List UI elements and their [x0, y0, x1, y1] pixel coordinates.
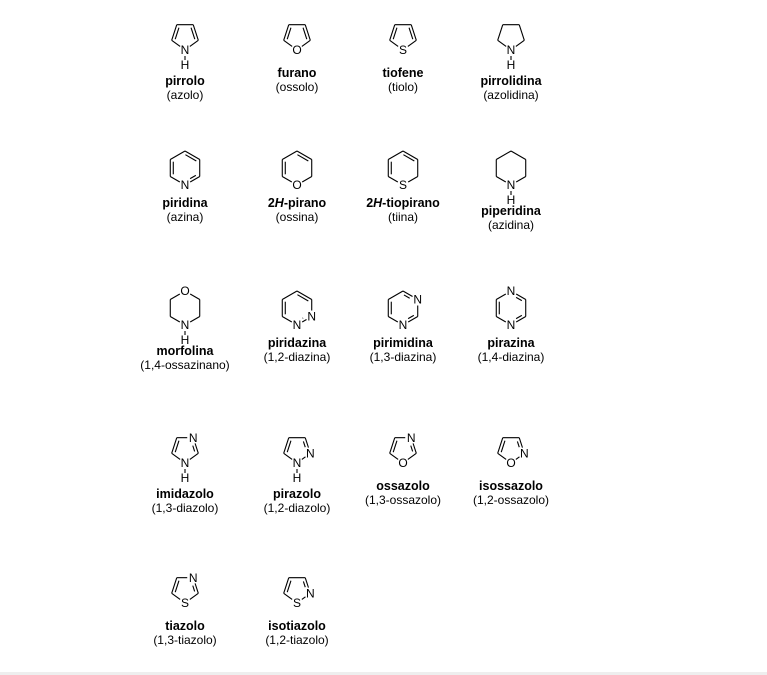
compound-name: piridazina	[267, 336, 327, 350]
compound-alt-name: (1,2-diazina)	[263, 350, 331, 364]
compound-alt-name: (1,3-diazolo)	[151, 501, 219, 515]
compound-name: piridina	[162, 196, 208, 210]
atom-label: S	[180, 596, 190, 611]
structure-6-ring	[155, 282, 215, 347]
compound-name: isotiazolo	[268, 619, 326, 633]
atom-label: N	[506, 318, 516, 333]
atom-label: N	[506, 284, 516, 299]
atom-label: N	[413, 292, 423, 307]
atom-label: S	[398, 178, 408, 193]
hydrogen-label: H	[180, 471, 190, 485]
atom-label: N	[398, 318, 408, 333]
atom-label: O	[180, 284, 190, 299]
atom-label: N	[519, 446, 529, 461]
compound-alt-name: (ossina)	[275, 210, 319, 224]
atom-label: N	[506, 43, 516, 58]
structure-5-ring	[267, 12, 327, 62]
structure-6-ring	[267, 142, 327, 192]
name-rest: -pirano	[283, 196, 327, 210]
compound-name: pirrolidina	[480, 74, 542, 88]
atom-label: N	[188, 430, 198, 445]
structure-6-ring	[267, 282, 327, 332]
compound-isotiazolo	[227, 565, 367, 647]
structure-5-ring	[373, 12, 433, 62]
atom-label: N	[292, 456, 302, 471]
compound-alt-name: (azolidina)	[483, 88, 539, 102]
name-italic: H	[274, 196, 284, 210]
atom-label: S	[292, 596, 302, 611]
compound-name: furano	[277, 66, 317, 80]
structure-5-ring	[373, 425, 433, 475]
atom-label: O	[506, 456, 516, 471]
atom-label: N	[305, 446, 315, 461]
structure-5-ring	[155, 12, 215, 70]
name-rest: -tiopirano	[382, 196, 440, 210]
hydrogen-label: H	[506, 193, 516, 207]
compound-pirazina	[441, 282, 581, 364]
hydrogen-label: H	[180, 58, 190, 72]
atom-label: N	[180, 178, 190, 193]
structure-6-ring	[373, 142, 433, 192]
hydrogen-label: H	[180, 333, 190, 347]
compound-alt-name: (1,2-ossazolo)	[472, 493, 550, 507]
atom-label: N	[307, 309, 317, 324]
atom-label: N	[180, 43, 190, 58]
compound-alt-name: (ossolo)	[275, 80, 319, 94]
name-italic: H	[373, 196, 383, 210]
structure-5-ring	[267, 565, 327, 615]
compound-name: morfolina	[156, 344, 214, 358]
atom-label: O	[398, 456, 408, 471]
atom-label: N	[305, 586, 315, 601]
compound-pirrolidina	[441, 12, 581, 102]
compound-name: pirazolo	[273, 487, 321, 501]
atom-label: O	[292, 178, 302, 193]
hydrogen-label: H	[506, 58, 516, 72]
compound-alt-name: (1,2-tiazolo)	[265, 633, 329, 647]
compound-name: pirazina	[487, 336, 535, 350]
structure-5-ring	[155, 565, 215, 615]
structure-6-ring	[155, 142, 215, 192]
compound-alt-name: (1,3-ossazolo)	[364, 493, 442, 507]
structure-6-ring	[481, 142, 541, 207]
hydrogen-label: H	[292, 471, 302, 485]
compound-alt-name: (1,4-diazina)	[477, 350, 545, 364]
structure-5-ring	[155, 425, 215, 483]
compound-alt-name: (1,3-diazina)	[369, 350, 437, 364]
atom-label: N	[406, 430, 416, 445]
compound-piperidina	[441, 142, 581, 232]
compound-name: tiazolo	[165, 619, 205, 633]
compound-alt-name: (azidina)	[487, 218, 535, 232]
compound-alt-name: (1,4-ossazinano)	[140, 358, 230, 372]
name-prefix: 2	[366, 196, 374, 210]
structure-6-ring	[373, 282, 433, 332]
compound-isossazolo	[441, 425, 581, 507]
compound-name: ossazolo	[376, 479, 430, 493]
compound-alt-name: (1,2-diazolo)	[263, 501, 331, 515]
atom-label: N	[292, 318, 302, 333]
compound-name: imidazolo	[156, 487, 214, 501]
atom-label: O	[292, 43, 302, 58]
structure-5-ring	[267, 425, 327, 483]
structure-5-ring	[481, 425, 541, 475]
compound-alt-name: (azolo)	[166, 88, 204, 102]
atom-label: S	[398, 43, 408, 58]
compound-name: isossazolo	[479, 479, 543, 493]
structure-6-ring	[481, 282, 541, 332]
name-prefix: 2	[267, 196, 275, 210]
compound-alt-name: (1,3-tiazolo)	[153, 633, 217, 647]
atom-label: N	[506, 178, 516, 193]
atom-label: N	[188, 570, 198, 585]
structure-5-ring	[481, 12, 541, 70]
compound-alt-name: (tiolo)	[387, 80, 418, 94]
atom-label: N	[180, 456, 190, 471]
compound-name: piperidina	[481, 204, 541, 218]
atom-label: N	[180, 318, 190, 333]
compound-alt-name: (azina)	[166, 210, 204, 224]
compound-name: pirimidina	[373, 336, 433, 350]
compound-name: tiofene	[382, 66, 424, 80]
compound-name: pirrolo	[165, 74, 205, 88]
compound-alt-name: (tiina)	[387, 210, 418, 224]
